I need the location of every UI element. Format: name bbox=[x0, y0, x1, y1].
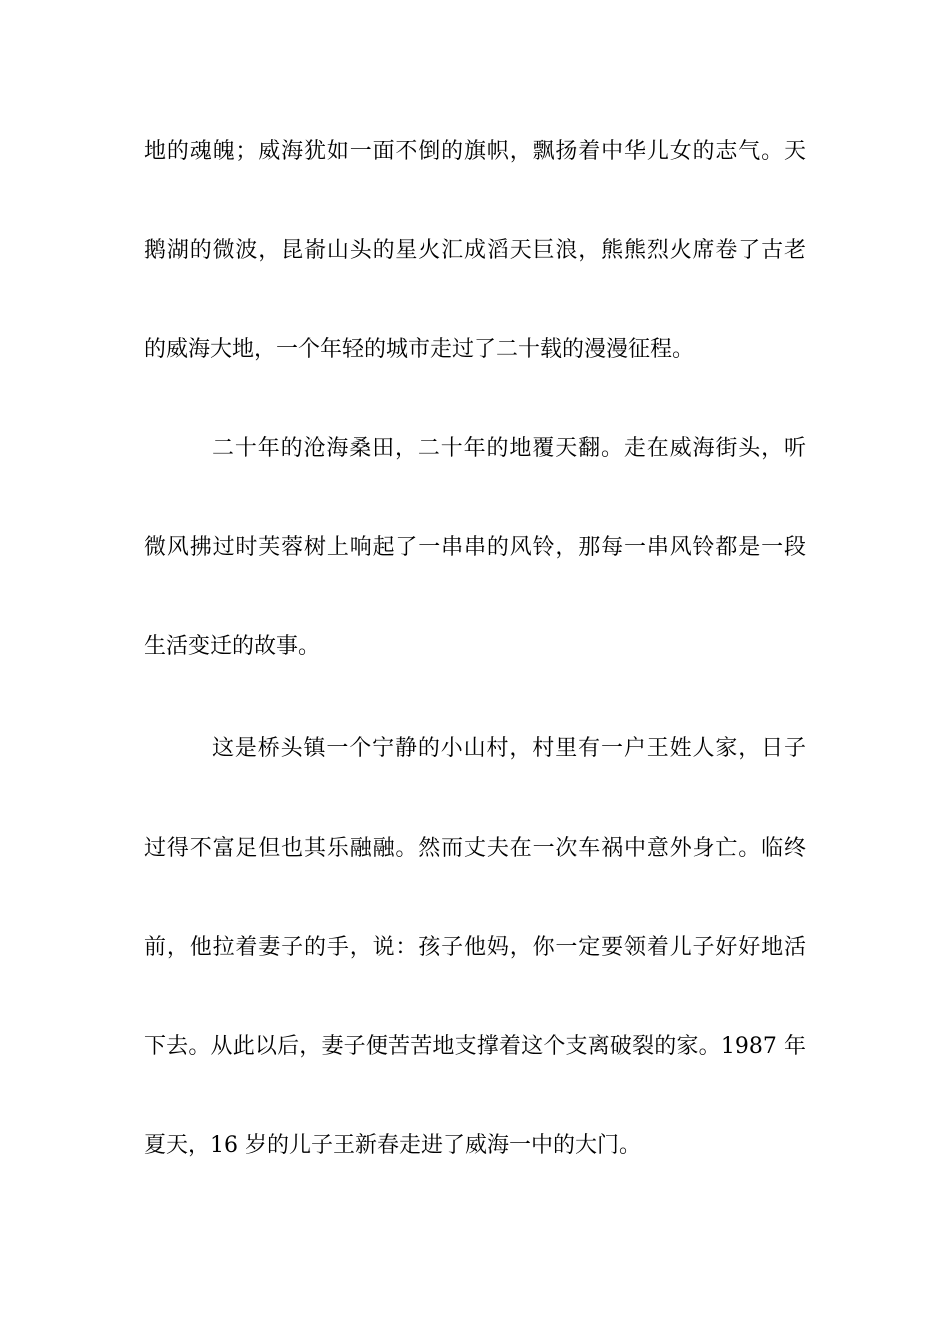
text-line: 地的魂魄；威海犹如一面不倒的旗帜，飘扬着中华儿女的志气。天 bbox=[144, 139, 806, 164]
text-line: 过得不富足但也其乐融融。然而丈夫在一次车祸中意外身亡。临终 bbox=[144, 836, 806, 861]
text-line: 夏天，16 岁的儿子王新春走进了威海一中的大门。 bbox=[144, 1133, 641, 1158]
text-line: 这是桥头镇一个宁静的小山村，村里有一户王姓人家，日子 bbox=[212, 736, 806, 761]
text-line: 微风拂过时芙蓉树上响起了一串串的风铃，那每一串风铃都是一段 bbox=[144, 535, 806, 560]
text-line: 生活变迁的故事。 bbox=[144, 634, 321, 659]
text-line: 下去。从此以后，妻子便苦苦地支撑着这个支离破裂的家。1987 年 bbox=[144, 1034, 806, 1059]
text-line: 的威海大地，一个年轻的城市走过了二十载的漫漫征程。 bbox=[144, 337, 695, 362]
text-line: 前，他拉着妻子的手，说：孩子他妈，你一定要领着儿子好好地活 bbox=[144, 935, 806, 960]
text-line: 二十年的沧海桑田，二十年的地覆天翻。走在威海街头，听 bbox=[212, 436, 806, 461]
text-line: 鹅湖的微波，昆嵛山头的星火汇成滔天巨浪，熊熊烈火席卷了古老 bbox=[144, 238, 806, 263]
